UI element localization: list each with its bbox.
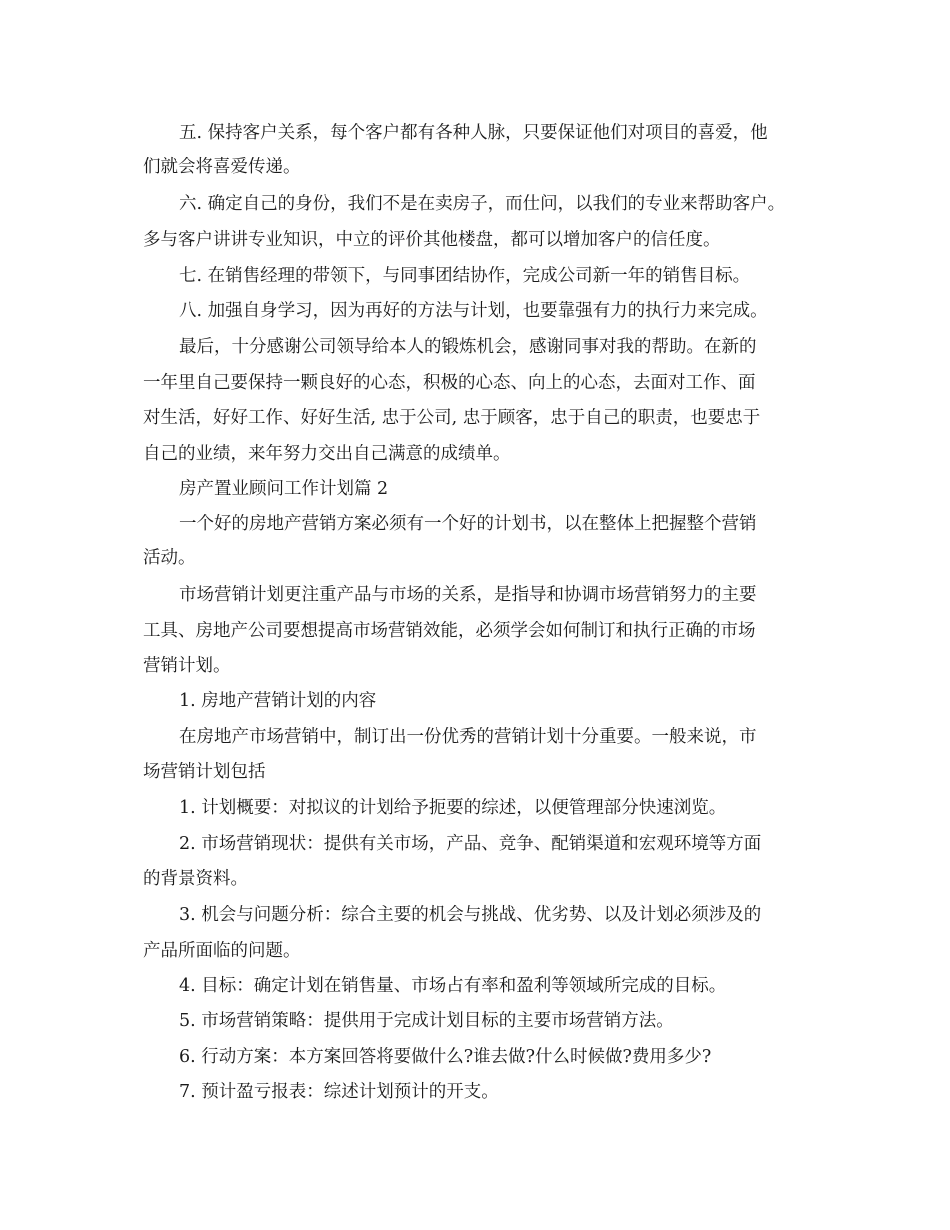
paragraph-line: 营销计划。: [143, 656, 231, 676]
paragraph-line: 一个好的房地产营销方案必须有一个好的计划书，以在整体上把握整个营销: [179, 514, 757, 534]
paragraph-line: 场营销计划包括: [143, 762, 266, 782]
section-heading: 房产置业顾问工作计划篇 2: [179, 479, 389, 499]
list-item: 5. 市场营销策略：提供用于完成计划目标的主要市场营销方法。: [179, 1011, 674, 1031]
list-item: 6. 行动方案：本方案回答将要做什么?谁去做?什么时候做?费用多少?: [179, 1047, 712, 1067]
paragraph-line: 产品所面临的问题。: [143, 941, 301, 961]
paragraph-line: 们就会将喜爱传递。: [143, 157, 301, 177]
paragraph-line: 工具、房地产公司要想提高市场营销效能，必须学会如何制订和执行正确的市场: [143, 621, 756, 641]
paragraph-line: 最后，十分感谢公司领导给本人的锻炼机会，感谢同事对我的帮助。在新的: [179, 337, 757, 357]
paragraph-line: 的背景资料。: [143, 869, 248, 889]
paragraph-line: 一年里自己要保持一颗良好的心态，积极的心态、向上的心态，去面对工作、面: [143, 373, 756, 393]
paragraph-line: 多与客户讲讲专业知识，中立的评价其他楼盘，都可以增加客户的信任度。: [143, 230, 721, 250]
paragraph-line: 对生活，好好工作、好好生活, 忠于公司, 忠于顾客，忠于自己的职责，也要忠于: [143, 408, 761, 428]
paragraph-line: 八. 加强自身学习，因为再好的方法与计划，也要靠强有力的执行力来完成。: [179, 301, 768, 321]
paragraph-line: 自己的业绩，来年努力交出自己满意的成绩单。: [143, 444, 511, 464]
list-item: 7. 预计盈亏报表：综述计划预计的开支。: [179, 1082, 499, 1102]
paragraph-line: 五. 保持客户关系，每个客户都有各种人脉，只要保证他们对项目的喜爱，他: [179, 123, 768, 143]
paragraph-line: 市场营销计划更注重产品与市场的关系，是指导和协调市场营销努力的主要: [179, 585, 757, 605]
list-item: 4. 目标：确定计划在销售量、市场占有率和盈利等领域所完成的目标。: [179, 976, 727, 996]
paragraph-line: 六. 确定自己的身份，我们不是在卖房子，而仕问，以我们的专业来帮助客户。: [179, 194, 786, 214]
subsection-heading: 1. 房地产营销计划的内容: [179, 691, 377, 711]
list-item: 3. 机会与问题分析：综合主要的机会与挑战、优劣势、以及计划必须涉及的: [179, 905, 762, 925]
list-item: 2. 市场营销现状：提供有关市场，产品、竞争、配销渠道和宏观环境等方面: [179, 834, 762, 854]
list-item: 1. 计划概要：对拟议的计划给予扼要的综述，以便管理部分快速浏览。: [179, 798, 727, 818]
paragraph-line: 活动。: [143, 548, 196, 568]
paragraph-line: 七. 在销售经理的带领下，与同事团结协作，完成公司新一年的销售目标。: [179, 266, 751, 286]
paragraph-line: 在房地产市场营销中，制订出一份优秀的营销计划十分重要。一般来说，市: [179, 727, 757, 747]
